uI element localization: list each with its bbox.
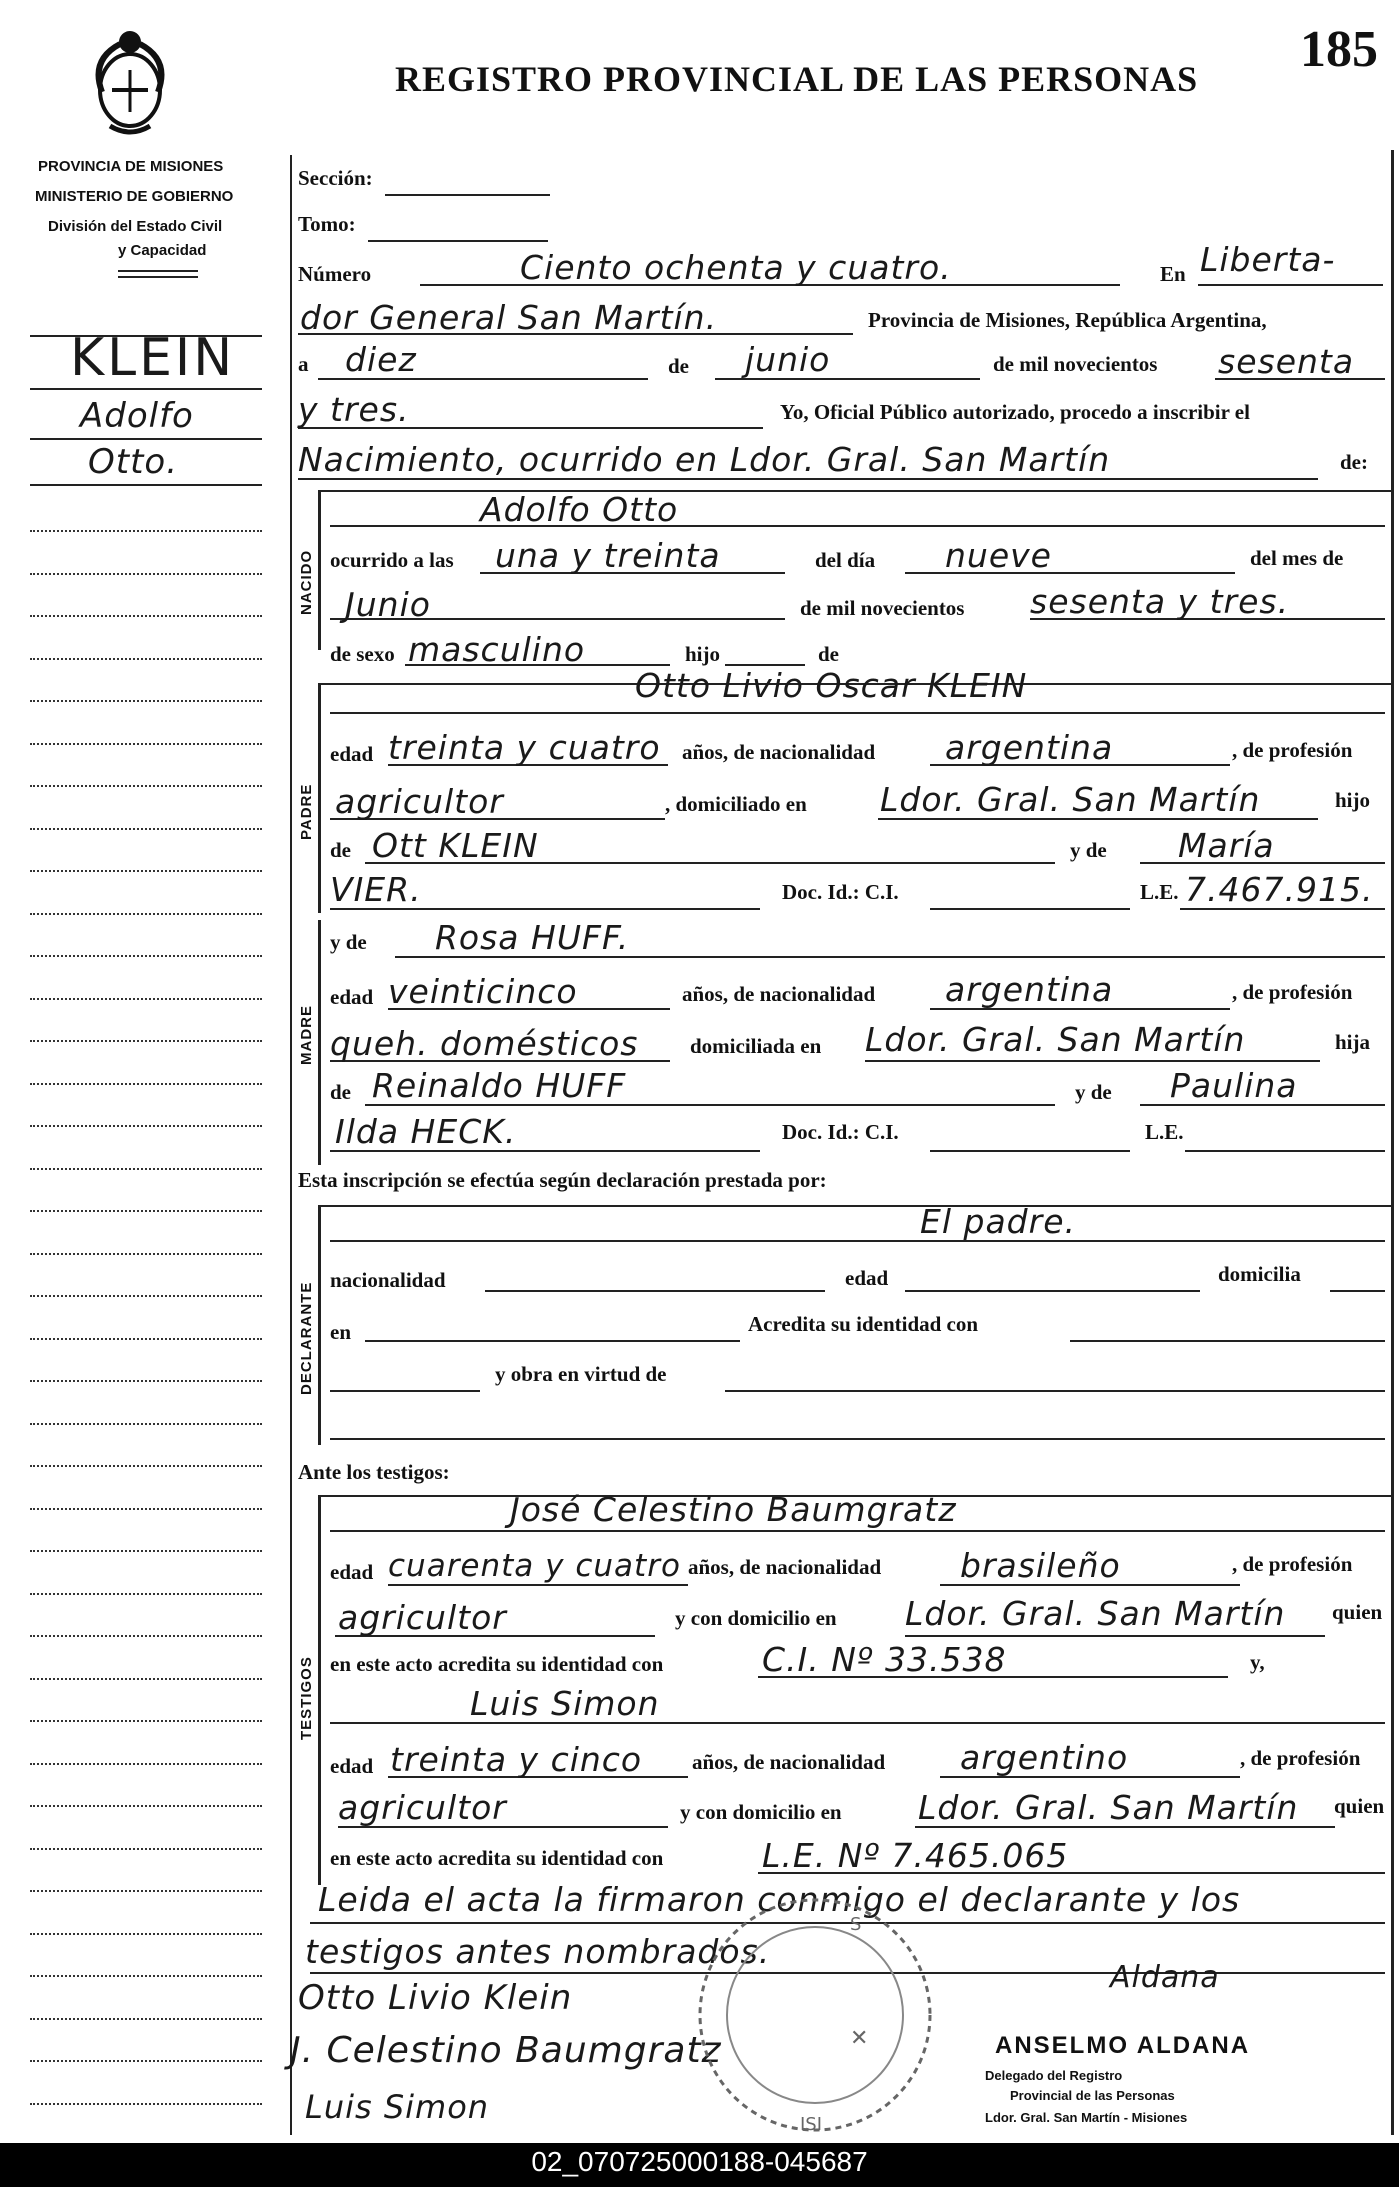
signature-1: Otto Livio Klein xyxy=(298,1978,573,2018)
edad-label: edad xyxy=(330,985,374,1009)
en-label: En xyxy=(1160,262,1186,286)
doc-field[interactable] xyxy=(930,908,1130,910)
en-label: en xyxy=(330,1320,351,1344)
given-name-1: Adolfo xyxy=(80,396,194,436)
mil-text: de mil novecientos xyxy=(993,352,1158,376)
ministry-name: MINISTERIO DE GOBIERNO xyxy=(35,188,234,205)
nacido-section-label: NACIDO xyxy=(298,549,315,615)
prof-value[interactable]: agricultor xyxy=(335,782,504,821)
nac-field[interactable] xyxy=(485,1290,825,1292)
t1-name-value[interactable]: José Celestino Baumgratz xyxy=(510,1490,957,1529)
nac-label: años, de nacionalidad xyxy=(682,982,876,1006)
document-code: 02_070725000188-045687 xyxy=(531,2146,868,2177)
official-seal-icon xyxy=(690,1890,940,2140)
divider xyxy=(30,438,262,440)
nac-label: años, de nacionalidad xyxy=(692,1750,886,1774)
acredita-field[interactable] xyxy=(1070,1340,1385,1342)
divider xyxy=(118,270,198,272)
del-dia-label: del día xyxy=(815,548,876,572)
acredita-label: en este acto acredita su identidad con xyxy=(330,1652,664,1676)
y-label: y, xyxy=(1250,1650,1265,1674)
surname-label: KLEIN xyxy=(70,328,236,388)
svg-text:ISI: ISI xyxy=(800,2114,823,2135)
t1-nac-value[interactable]: brasileño xyxy=(960,1546,1121,1585)
de-label: de xyxy=(668,354,689,378)
dom-value[interactable]: Ldor. Gral. San Martín xyxy=(880,780,1261,819)
t1-edad-value[interactable]: cuarenta y cuatro xyxy=(388,1548,681,1584)
dom-field[interactable] xyxy=(865,1060,1320,1062)
edad-label: edad xyxy=(330,742,374,766)
obra-field-2[interactable] xyxy=(725,1390,1385,1392)
de-label: de xyxy=(330,838,351,862)
margin-rule xyxy=(30,1210,262,1212)
t2-doc-value[interactable]: L.E. Nº 7.465.065 xyxy=(762,1836,1069,1875)
t1-edad-field[interactable] xyxy=(388,1584,688,1586)
signature-2: J. Celestino Baumgratz xyxy=(290,2030,722,2071)
declarante-bracket xyxy=(318,1205,321,1445)
margin-rule xyxy=(30,1380,262,1382)
margin-rule xyxy=(30,1635,262,1637)
ocurrido-label: ocurrido a las xyxy=(330,548,454,572)
nacido-name-value[interactable]: Adolfo Otto xyxy=(480,490,679,529)
dom-label: domiciliada en xyxy=(690,1034,822,1058)
section-divider xyxy=(318,1205,1391,1207)
nac-label: años, de nacionalidad xyxy=(688,1555,882,1579)
doc-label: Doc. Id.: C.I. xyxy=(782,880,899,904)
declarante-name-field[interactable] xyxy=(330,1240,1385,1242)
declarante-name-value[interactable]: El padre. xyxy=(920,1202,1076,1241)
de-label: de xyxy=(330,1080,351,1104)
svg-text:S: S xyxy=(850,1914,862,1935)
quien-label: quien xyxy=(1332,1600,1383,1624)
doc-label: Doc. Id.: C.I. xyxy=(782,1120,899,1144)
sexo-value[interactable]: masculino xyxy=(408,630,586,669)
prof-value[interactable]: queh. domésticos xyxy=(330,1024,639,1063)
de-colon-label: de: xyxy=(1340,450,1368,474)
divider xyxy=(30,388,262,390)
hour-value[interactable]: una y treinta xyxy=(495,536,721,575)
margin-rule xyxy=(30,1465,262,1467)
testigos-bracket xyxy=(318,1495,321,1885)
t2-prof-value[interactable]: agricultor xyxy=(338,1788,507,1827)
padre-name-field[interactable] xyxy=(330,712,1385,714)
day-value[interactable]: nueve xyxy=(945,536,1052,575)
t2-dom-value[interactable]: Ldor. Gral. San Martín xyxy=(918,1788,1299,1827)
margin-rule xyxy=(30,998,262,1000)
margin-rule xyxy=(30,1933,262,1935)
coat-of-arms-icon xyxy=(80,20,180,140)
official-signature: Aldana xyxy=(1110,1960,1220,1995)
padre-section-label: PADRE xyxy=(298,783,315,840)
margin-rule xyxy=(30,1975,262,1977)
prof-label: , de profesión xyxy=(1240,1746,1361,1770)
given-name-2: Otto. xyxy=(88,442,179,482)
act-value[interactable]: Nacimiento, ocurrido en Ldor. Gral. San Martín xyxy=(298,440,1111,479)
edad-label: edad xyxy=(330,1754,374,1778)
margin-rule xyxy=(30,1678,262,1680)
prof-label: , de profesión xyxy=(1232,738,1353,762)
place-value[interactable]: dor General San Martín. xyxy=(300,298,718,337)
madre-name-value[interactable]: Rosa HUFF. xyxy=(435,918,630,957)
margin-rule xyxy=(30,530,262,532)
edad-label: edad xyxy=(330,1560,374,1584)
nac-value[interactable]: argentina xyxy=(945,970,1114,1009)
month-value[interactable]: junio xyxy=(745,340,831,379)
nac-label: años, de nacionalidad xyxy=(682,740,876,764)
margin-rule xyxy=(30,955,262,957)
margin-rule xyxy=(30,1890,262,1892)
margin-rule xyxy=(30,658,262,660)
margin-rule xyxy=(30,1423,262,1425)
sexo-label: de sexo xyxy=(330,642,395,666)
margin-rule xyxy=(30,1125,262,1127)
margin-rule xyxy=(30,2018,262,2020)
section-divider xyxy=(318,490,1391,492)
form-border-right xyxy=(1391,150,1394,2135)
acredita-label: Acredita su identidad con xyxy=(748,1312,979,1336)
en-field[interactable] xyxy=(1198,284,1383,286)
edad-label: edad xyxy=(845,1266,889,1290)
margin-rule xyxy=(30,913,262,915)
svg-text:✕: ✕ xyxy=(850,2026,869,2051)
dom-label: , domiciliado en xyxy=(665,792,807,816)
margin-rule xyxy=(30,1550,262,1552)
numero-value[interactable]: Ciento ochenta y cuatro. xyxy=(520,248,952,287)
nac-label: nacionalidad xyxy=(330,1268,446,1292)
margin-rule xyxy=(30,700,262,702)
form-border-left xyxy=(290,155,292,2135)
day-value[interactable]: diez xyxy=(345,340,417,379)
quien-label: quien xyxy=(1334,1794,1385,1818)
edad-value[interactable]: veinticinco xyxy=(388,972,578,1011)
margin-rule xyxy=(30,615,262,617)
padre-bracket xyxy=(318,683,321,913)
en-field[interactable] xyxy=(365,1340,740,1342)
edad-field[interactable] xyxy=(905,1290,1200,1292)
dom-field[interactable] xyxy=(1330,1290,1385,1292)
margin-rule xyxy=(30,1168,262,1170)
division-name-2: y Capacidad xyxy=(118,242,207,259)
margin-rule xyxy=(30,1805,262,1807)
t1-dom-value[interactable]: Ldor. Gral. San Martín xyxy=(905,1594,1286,1633)
declarante-section-label: DECLARANTE xyxy=(298,1281,315,1395)
a-label: a xyxy=(298,352,309,376)
official-title-3: Ldor. Gral. San Martín - Misiones xyxy=(985,2110,1188,2125)
doc-field[interactable] xyxy=(930,1150,1130,1152)
y-de-label: y de xyxy=(1070,838,1107,862)
acredita-label: en este acto acredita su identidad con xyxy=(330,1846,664,1870)
prof-label: , de profesión xyxy=(1232,980,1353,1004)
province-name: PROVINCIA DE MISIONES xyxy=(38,158,224,175)
dom-label: y con domicilio en xyxy=(680,1800,842,1824)
obra-field-1[interactable] xyxy=(330,1390,480,1392)
margin-rule xyxy=(30,870,262,872)
division-name-1: División del Estado Civil xyxy=(48,218,223,235)
month-value[interactable]: Junio xyxy=(345,585,431,624)
year-value-2[interactable]: y tres. xyxy=(298,390,410,429)
tomo-field[interactable] xyxy=(368,220,548,242)
year-value-1[interactable]: sesenta xyxy=(1218,342,1355,381)
margin-rule xyxy=(30,2103,262,2105)
tomo-label: Tomo: xyxy=(298,212,356,236)
official-title-1: Delegado del Registro xyxy=(985,2068,1123,2083)
mother-value-2[interactable]: Ilda HECK. xyxy=(335,1112,517,1151)
margin-rule xyxy=(30,1338,262,1340)
nac-value[interactable]: argentina xyxy=(945,728,1114,767)
mil-label: de mil novecientos xyxy=(800,596,965,620)
del-mes-label: del mes de xyxy=(1250,546,1344,570)
t1-prof-value[interactable]: agricultor xyxy=(338,1598,507,1637)
closing-text-2: testigos antes nombrados. xyxy=(305,1932,771,1971)
padre-name-value[interactable]: Otto Livio Oscar KLEIN xyxy=(635,666,1028,705)
edad-value[interactable]: treinta y cuatro xyxy=(388,728,661,767)
margin-rule xyxy=(30,743,262,745)
margin-rule xyxy=(30,1593,262,1595)
mother-value-2[interactable]: VIER. xyxy=(330,870,422,909)
oficial-text: Yo, Oficial Público autorizado, procedo a inscribir el xyxy=(780,400,1250,424)
dom-label: y con domicilio en xyxy=(675,1606,837,1630)
testigos-section-label: TESTIGOS xyxy=(298,1656,315,1740)
margin-rule xyxy=(30,1763,262,1765)
declarante-extra-line[interactable] xyxy=(330,1438,1385,1440)
divider xyxy=(118,276,198,278)
le-label: L.E. xyxy=(1140,880,1179,904)
le-field[interactable] xyxy=(1185,1150,1385,1152)
closing-text-1: Leida el acta la firmaron conmigo el declarante y los xyxy=(318,1880,1241,1919)
seccion-label: Sección: xyxy=(298,166,373,190)
madre-section-label: MADRE xyxy=(298,1005,315,1065)
margin-rule xyxy=(30,1508,262,1510)
hijo-label: hijo xyxy=(685,642,721,666)
de-label: de xyxy=(818,642,839,666)
margin-rule xyxy=(30,1848,262,1850)
margin-rule xyxy=(30,1040,262,1042)
y-de-label: y de xyxy=(1075,1080,1112,1104)
seccion-field[interactable] xyxy=(385,172,550,196)
signature-3: Luis Simon xyxy=(305,2088,490,2126)
t1-dom-field[interactable] xyxy=(905,1635,1325,1637)
year-value[interactable]: sesenta y tres. xyxy=(1030,582,1290,621)
obra-label: y obra en virtud de xyxy=(495,1362,667,1386)
margin-rule xyxy=(30,785,262,787)
margin-rule xyxy=(30,1720,262,1722)
nacido-bracket xyxy=(318,490,321,650)
dom-value[interactable]: Ldor. Gral. San Martín xyxy=(865,1020,1246,1059)
prof-label: , de profesión xyxy=(1232,1552,1353,1576)
page-title: REGISTRO PROVINCIAL DE LAS PERSONAS xyxy=(395,59,1199,99)
t1-name-field[interactable] xyxy=(330,1530,1385,1532)
official-title-2: Provincial de las Personas xyxy=(1010,2088,1175,2103)
le-value[interactable]: 7.467.915. xyxy=(1185,870,1374,909)
t2-edad-value[interactable]: treinta y cinco xyxy=(390,1740,643,1779)
numero-label: Número xyxy=(298,262,372,286)
page-number: 185 xyxy=(1300,21,1378,78)
father-value[interactable]: Reinaldo HUFF xyxy=(372,1066,627,1105)
madre-bracket xyxy=(318,920,321,1165)
margin-rule xyxy=(30,573,262,575)
t2-nac-value[interactable]: argentino xyxy=(960,1738,1129,1777)
margin-rule xyxy=(30,1083,262,1085)
en-value[interactable]: Liberta- xyxy=(1200,240,1336,279)
mother-value-1[interactable]: María xyxy=(1178,826,1275,865)
mother-value-1[interactable]: Paulina xyxy=(1170,1066,1298,1105)
le-label: L.E. xyxy=(1145,1120,1184,1144)
divider xyxy=(30,484,262,486)
hijo-label: hijo xyxy=(1335,788,1371,812)
t1-doc-value[interactable]: C.I. Nº 33.538 xyxy=(762,1640,1007,1679)
provincia-text: Provincia de Misiones, República Argentina, xyxy=(868,308,1267,332)
margin-rule xyxy=(30,2060,262,2062)
dom-label: domicilia xyxy=(1218,1262,1301,1286)
declarante-intro: Esta inscripción se efectúa según declaración prestada por: xyxy=(298,1168,827,1192)
t2-name-value[interactable]: Luis Simon xyxy=(470,1684,660,1723)
hija-label: hija xyxy=(1335,1030,1371,1054)
margin-rule xyxy=(30,828,262,830)
father-value[interactable]: Ott KLEIN xyxy=(372,826,539,865)
margin-rule xyxy=(30,1295,262,1297)
official-name: ANSELMO ALDANA xyxy=(995,2032,1251,2059)
y-de-label: y de xyxy=(330,930,367,954)
margin-rule xyxy=(30,1253,262,1255)
testigos-intro: Ante los testigos: xyxy=(298,1460,450,1484)
